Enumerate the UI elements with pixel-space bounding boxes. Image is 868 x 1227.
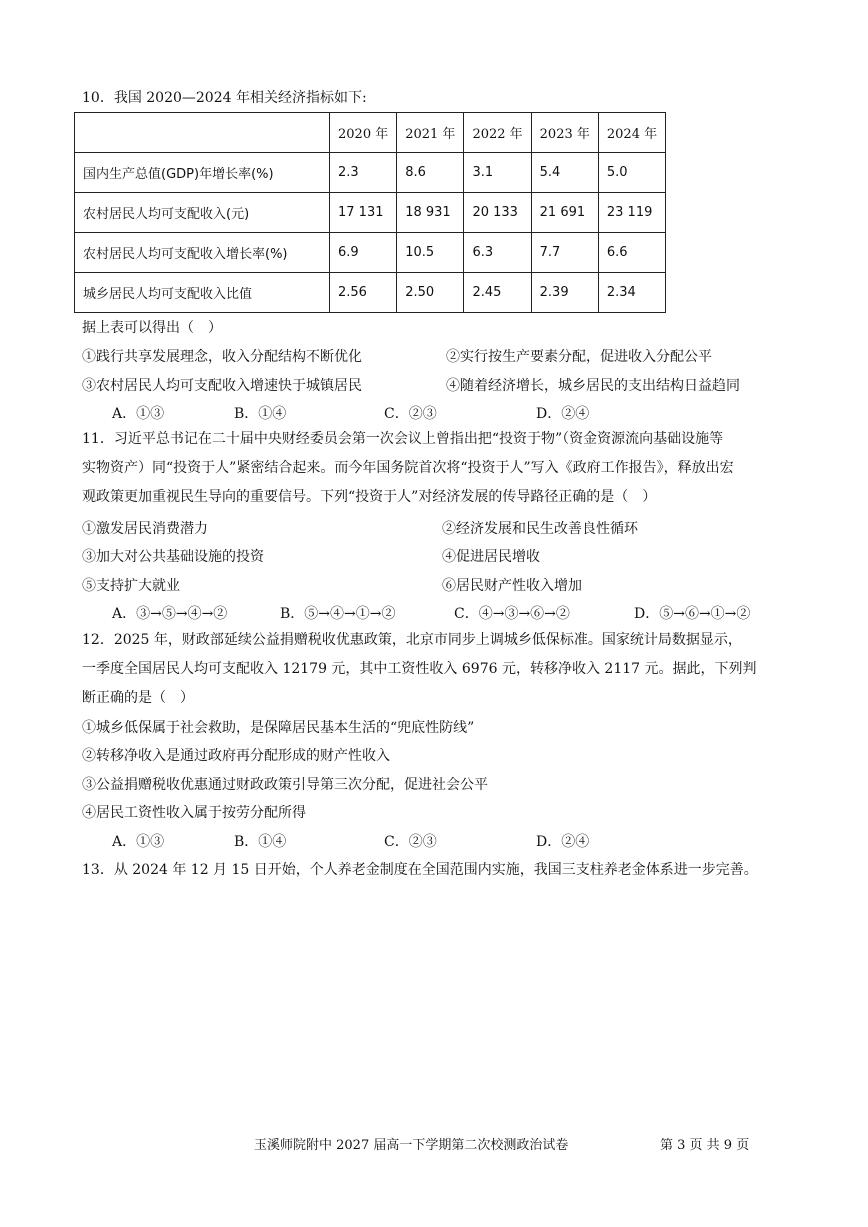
row-label: 国内生产总值(GDP)年增长率(%) xyxy=(75,153,330,193)
table-cell: 2.56 xyxy=(330,273,397,313)
q11-option: ③加大对公共基础设施的投资 xyxy=(82,549,264,565)
table-cell: 2.39 xyxy=(531,273,598,313)
year-header: 2023 年 xyxy=(531,113,598,153)
q11-option: ④促进居民增收 xyxy=(442,549,540,565)
table-cell: 2.34 xyxy=(598,273,665,313)
table-cell: 23 119 xyxy=(598,193,665,233)
table-cell: 6.3 xyxy=(464,233,531,273)
q11-stem xyxy=(82,425,794,512)
q11-options-row xyxy=(82,576,802,598)
q12-answer-choices xyxy=(112,832,812,854)
answer-choice-d: D．⑤→⑥→①→② xyxy=(634,606,751,622)
q10-option: ①践行共享发展理念，收入分配结构不断优化 xyxy=(82,349,362,365)
table-header-row xyxy=(75,113,666,153)
q12-stem-line: 12．2025 年，财政部延续公益捐赠税收优惠政策，北京市同步上调城乡低保标准。国家统计局数据显示， xyxy=(82,632,742,648)
table-cell: 21 691 xyxy=(531,193,598,233)
year-header: 2024 年 xyxy=(598,113,665,153)
table-corner-cell xyxy=(75,113,330,153)
q11-stem-line: 实物资产）同“投资于人”紧密结合起来。而今年国务院首次将“投资于人”写入《政府工作报告》，释放出宏 xyxy=(82,460,734,476)
table-row xyxy=(75,153,666,193)
q12-option: ②转移净收入是通过政府再分配形成的财产性收入 xyxy=(82,748,390,764)
q11-stem-line: 观政策更加重视民生导向的重要信号。下列“投资于人”对经济发展的传导路径正确的是（ ） xyxy=(82,489,657,505)
year-header: 2021 年 xyxy=(397,113,464,153)
table-cell: 7.7 xyxy=(531,233,598,273)
answer-choice-a: A．①③ xyxy=(112,834,165,850)
q10-options-row xyxy=(82,347,802,369)
table-cell: 5.0 xyxy=(598,153,665,193)
table-cell: 18 931 xyxy=(397,193,464,233)
q10-stem: 10．我国 2020—2024 年相关经济指标如下: xyxy=(82,90,367,106)
q11-options-row xyxy=(82,547,802,569)
answer-choice-b: B．①④ xyxy=(234,834,287,850)
q10-option: ④随着经济增长，城乡居民的支出结构日益趋同 xyxy=(446,378,740,394)
row-label: 农村居民人均可支配收入(元) xyxy=(75,193,330,233)
answer-choice-a: A．①③ xyxy=(112,406,165,422)
answer-choice-c: C．②③ xyxy=(384,406,437,422)
answer-choice-b: B．①④ xyxy=(234,406,287,422)
economic-indicators-table xyxy=(74,112,666,313)
q11-option: ①激发居民消费潜力 xyxy=(82,521,208,537)
answer-choice-c: C．④→③→⑥→② xyxy=(454,606,570,622)
q11-option: ⑤支持扩大就业 xyxy=(82,578,180,594)
q10-options-row xyxy=(82,376,802,398)
q13-stem: 13．从 2024 年 12 月 15 日开始，个人养老金制度在全国范围内实施，我国三支柱养老金体系进一步完善。 xyxy=(82,862,758,878)
q10-option: ②实行按生产要素分配，促进收入分配公平 xyxy=(446,349,712,365)
q12-stem-line: 一季度全国居民人均可支配收入 12179 元，其中工资性收入 6976 元，转移净收入 2117 元。据此，下列判 xyxy=(82,661,757,677)
q12-stem-line: 断正确的是（ ） xyxy=(82,690,194,706)
answer-choice-a: A．③→⑤→④→② xyxy=(112,606,228,622)
answer-choice-d: D．②④ xyxy=(536,406,590,422)
q11-answer-choices xyxy=(112,604,812,626)
q11-stem-line: 11．习近平总书记在二十届中央财经委员会第一次会议上曾指出把“投资于物”（资金资源流向基础设施等 xyxy=(82,431,724,447)
q12-stem xyxy=(82,626,794,713)
table-row xyxy=(75,193,666,233)
q11-option: ②经济发展和民生改善良性循环 xyxy=(442,521,638,537)
q10-answer-choices xyxy=(112,404,812,426)
table-cell: 3.1 xyxy=(464,153,531,193)
table-row xyxy=(75,233,666,273)
year-header: 2020 年 xyxy=(330,113,397,153)
table-cell: 2.45 xyxy=(464,273,531,313)
table-cell: 5.4 xyxy=(531,153,598,193)
table-cell: 10.5 xyxy=(397,233,464,273)
q10-option: ③农村居民人均可支配收入增速快于城镇居民 xyxy=(82,378,362,394)
q11-option: ⑥居民财产性收入增加 xyxy=(442,578,582,594)
table-cell: 2.50 xyxy=(397,273,464,313)
answer-choice-d: D．②④ xyxy=(536,834,590,850)
year-header: 2022 年 xyxy=(464,113,531,153)
row-label: 农村居民人均可支配收入增长率(%) xyxy=(75,233,330,273)
table-cell: 17 131 xyxy=(330,193,397,233)
q12-option: ④居民工资性收入属于按劳分配所得 xyxy=(82,805,306,821)
q12-option: ①城乡低保属于社会救助，是保障居民基本生活的“兜底性防线” xyxy=(82,720,475,736)
page-number: 第 3 页 共 9 页 xyxy=(660,1138,750,1153)
row-label: 城乡居民人均可支配收入比值 xyxy=(75,273,330,313)
table-cell: 8.6 xyxy=(397,153,464,193)
q10-prompt: 据上表可以得出（ ） xyxy=(82,320,222,336)
answer-choice-c: C．②③ xyxy=(384,834,437,850)
q12-option: ③公益捐赠税收优惠通过财政政策引导第三次分配，促进社会公平 xyxy=(82,777,488,793)
q11-options-row xyxy=(82,519,802,541)
table-cell: 2.3 xyxy=(330,153,397,193)
table-cell: 6.6 xyxy=(598,233,665,273)
table-cell: 20 133 xyxy=(464,193,531,233)
answer-choice-b: B．⑤→④→①→② xyxy=(280,606,396,622)
table-row xyxy=(75,273,666,313)
exam-title-footer: 玉溪师院附中 2027 届高一下学期第二次校测政治试卷 xyxy=(254,1138,569,1153)
table-cell: 6.9 xyxy=(330,233,397,273)
